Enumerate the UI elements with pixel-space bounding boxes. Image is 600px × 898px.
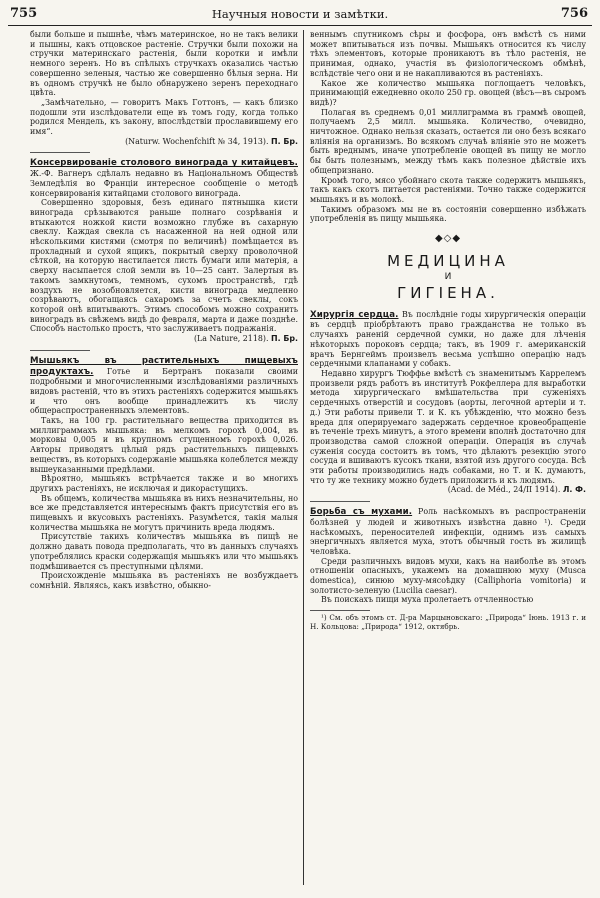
- citation-text: (Naturw. Wochenfchift № 34, 1913).: [125, 136, 269, 146]
- citation-author: П. Бр.: [270, 334, 298, 344]
- running-title: Научныя новости и замѣтки.: [211, 7, 389, 21]
- right-column: [310, 30, 586, 890]
- article-grapes: [30, 158, 298, 198]
- footnote: ¹) См. объ этомъ ст. Д-ра Марцыновскаго: „Природа“ Іюнь. 1913 г. и Н. Кольцова: „Природа“ 1912, октябрь.: [310, 613, 586, 631]
- paragraph-text: Роль насѣкомыхъ въ распространеніи болѣзней у людей и животныхъ извѣстна давно ¹). Среди насѣкомыхъ, переносителей инфекціи, однимъ изъ самыхъ энергичныхъ является муха, этотъ обычный гость въ жилищѣ человѣка.: [310, 507, 586, 556]
- paragraph: Такимъ образомъ мы не въ состояніи совершенно избѣжать употребленія въ пищу мышьяка.: [310, 204, 586, 224]
- paragraph: Присутствіе такихъ количествъ мышьяка въ пищѣ не должно давать повода предполагать, что въ данныхъ случаяхъ употреблялись краски содержащія мышьякъ или что мышьякъ подмѣшивается съ преступными цѣлями.: [30, 532, 298, 571]
- citation-text: (Acad. de Méd., 24/II 1914).: [447, 485, 561, 495]
- article-heart-surgery: [310, 310, 586, 369]
- article-heading: Хирургія сердца.: [310, 309, 399, 320]
- paragraph: Какое же количество мышьяка поглощаетъ человѣкъ, принимающій ежедневно около 250 гр. овощей (вѣсъ—въ сыромъ видѣ)?: [310, 78, 586, 107]
- running-header: [0, 0, 600, 24]
- paragraph: Вѣроятно, мышьякъ встрѣчается также и во многихъ другихъ растеніяхъ, не исключая и дикорастущихъ.: [30, 474, 298, 493]
- article-heading: Мышьякъ въ растительныхъ пищевыхъ продуктахъ.: [30, 355, 298, 377]
- column-divider: [303, 30, 304, 885]
- footnote-rule: [310, 610, 370, 611]
- source-citation: [30, 334, 298, 344]
- paragraph: „Замѣчательно, — говоритъ Макъ Готтонъ, — какъ близко подошли эти изслѣдователи еще въ томъ году, когда только родился Мендель, къ закону, впослѣдствіи прославившему его имя“.: [30, 97, 298, 137]
- ornament-divider: ◆◇◆: [434, 233, 462, 245]
- article-divider: [30, 152, 90, 153]
- citation-text: (La Nature, 2118).: [193, 334, 269, 344]
- section-conjunction: И: [444, 271, 452, 282]
- paragraph-text: Въ послѣдніе годы хирургическія операціи въ сердцѣ пріобрѣтаютъ право гражданства не только въ случаяхъ раненій сердечной сумки, но даже для лѣченія нѣкоторыхъ пороковъ сердца; такъ, въ 1909 г. американскій врачъ Бернгеймъ произвелъ весьма успѣшно операцію надъ сердечными клапанами у собакъ.: [310, 309, 586, 369]
- paragraph: Такъ, на 100 гр. растительнаго вещества приходится въ миллиграммахъ мышьяка: въ мелкомъ горохѣ 0,004, въ морковы 0,005 и въ крупномъ сгущенномъ горохѣ 0,026. Авторы приводятъ цѣлый рядъ растительныхъ пищевыхъ веществъ, въ которыхъ содержаніе мышьяка колеблется между вышеуказанными предѣлами.: [30, 416, 298, 474]
- header-rule: [8, 25, 592, 26]
- citation-author: Л. Ф.: [562, 485, 586, 495]
- source-citation: [30, 137, 298, 147]
- paragraph: веннымъ спутникомъ сѣры и фосфора, онъ вмѣстѣ съ ними может впитываться изъ почвы. Мышьякъ относится къ числу тѣхъ элементовъ, которые проникаютъ въ тѣло растенія, не принимая, однако, участія въ физіологическомъ обмѣнѣ, вслѣдствіе чего они и не накапливаются въ растеніяхъ.: [310, 30, 586, 78]
- page-number-right: 756: [560, 6, 588, 21]
- paragraph: были больше и пышнѣе, чѣмъ материнское, но не такъ велики и пышны, какъ отцовское растеніе. Стручки были похожи на стручки материнскаго растенія, были коротки и имѣли немного зеренъ. Но въ спѣлыхъ стручкахъ оказались частью совершенно зеленыя, частью же совершенно бѣлыя зерна. Ни въ одномъ стручкѣ не было обнаружено зеренъ переходнаго цвѣта.: [30, 30, 298, 98]
- paragraph: Среди различныхъ видовъ мухи, какъ на наиболѣе въ этомъ отношеніи опасныхъ, укажемъ на домашнюю муху (Musca domestica), синюю муху-мясоѣдку (Calliphoria vomitoria) и золотисто-зеленую (Lucilia caesar).: [310, 556, 586, 595]
- article-heading: Консервированіе столового винограда у китайцевъ.: [30, 158, 298, 169]
- article-arsenic: [30, 356, 298, 416]
- paragraph-text: Ж.-Ф. Вагнеръ сдѣлалъ недавно въ Національномъ Обществѣ Земледѣлія во Франціи интересное сообщеніе о методѣ консервированія китайцами столового винограда.: [30, 169, 298, 198]
- section-title-2: ГИГІЕНА.: [397, 283, 499, 302]
- paragraph: Полагая въ среднемъ 0,01 миллиграмма въ граммѣ овощей, получаемъ 2,5 милл. мышьяка. Количество, очевидно, ничтожное. Однако нельзя сказать, остается ли оно безъ всякаго вліянія на организмъ. Во всякомъ случаѣ вліяніе это не можетъ быть вреднымъ, иначе употребленіе овощей въ пищу не могло бы быть полезнымъ, между тѣмъ какъ полезное дѣйствіе ихъ общепризнано.: [310, 107, 586, 175]
- article-divider: [30, 350, 90, 351]
- article-flies: [310, 507, 586, 557]
- article-heading: Борьба съ мухами.: [310, 507, 413, 518]
- section-title: МЕДИЦИНА: [387, 251, 509, 270]
- paragraph: Въ общемъ, количества мышьяка въ нихъ незначительны, но все же представляется интереснымъ фактъ присутствія его въ пищевыхъ и вкусовыхъ растеніяхъ. Разумѣется, такія малыя количества мышьяка не могутъ причинить вреда людямъ.: [30, 493, 298, 532]
- paragraph-text: Готье и Бертранъ показали своими подробными и многочисленными изслѣдованіями различныхъ видовъ растеній, что въ этихъ растеніяхъ содержится мышьякъ и что онъ вообще принадлежитъ къ числу общераспространенныхъ элементовъ.: [30, 366, 298, 416]
- paragraph: Совершенно здоровыя, безъ единаго пятнышка кисти винограда срѣзываются раньше полнаго созрѣванія и втыкаются ножкой кисти возможно глубже въ сахарную свеклу. Каждая свекла съ насаженной на ней одной или нѣсколькими кистями (смотря по величинѣ) помѣщается въ прохладный и сухой ящикъ, покрытый сверху проволочной сѣткой, на которую настилается листь бумаги или матерія, а сверху насыпается слой земли въ 10—25 сант. Залертыя въ такомъ замкнутомъ, темномъ, сухомъ пространствѣ, гдѣ воздухъ не возобновляется, кисти винограда медленно созрѣваютъ, обогащаясь сахаромъ за счетъ свеклы, сокъ которой онѣ впитываютъ. Этимъ способомъ можно сохранить виноградъ въ свѣжемъ видѣ до февраля, марта и даже позднѣе. Способъ настолько простъ, что заслуживаетъ подражанія.: [30, 198, 298, 334]
- paragraph: Кромѣ того, мясо убойнаго скота также содержитъ мышьякъ, такъ какъ скотъ питается растеніями. Точно также содержится мышьякъ и въ молокѣ.: [310, 175, 586, 204]
- left-column: [30, 30, 298, 890]
- paragraph: Въ поискахъ пищи муха пролетаетъ отчленностью: [321, 595, 534, 605]
- source-citation: [310, 485, 586, 495]
- paragraph: Недавно хирургъ Тюффье вмѣстѣ съ знаменитымъ Каррелемъ произвели рядъ работъ въ институтѣ Рокфеллера для выработки метода хирургическаго вмѣшательства при суженіяхъ сердечныхъ отверстій и сосудовъ (аорты, легочной артеріи и т. д.) Эти работы привели Т. и К. къ убѣжденію, что можно безъ вреда для оперируемаго задержать сердечное кровеобращеніе въ теченіе трехъ минутъ, а этого времени вполнѣ достаточно для производства самой сложной операціи. Операція въ случаѣ суженія сосуда состоитъ въ томъ, что дѣлаютъ резекцію этого сосуда и вшиваютъ кусокъ ткани, взятой изъ другого сосуда. Всѣ эти работы производились надъ собаками, но Т. и К. думаютъ, что ту же технику можно будетъ приложить и къ людямъ.: [310, 368, 586, 485]
- paragraph: Происхожденіе мышьяка въ растеніяхъ не возбуждаетъ сомнѣній. Являясь, какъ извѣстно, обыкно-: [30, 571, 298, 590]
- citation-author: П. Бр.: [270, 136, 298, 146]
- page-number-left: 755: [10, 6, 38, 21]
- article-divider: [310, 501, 370, 502]
